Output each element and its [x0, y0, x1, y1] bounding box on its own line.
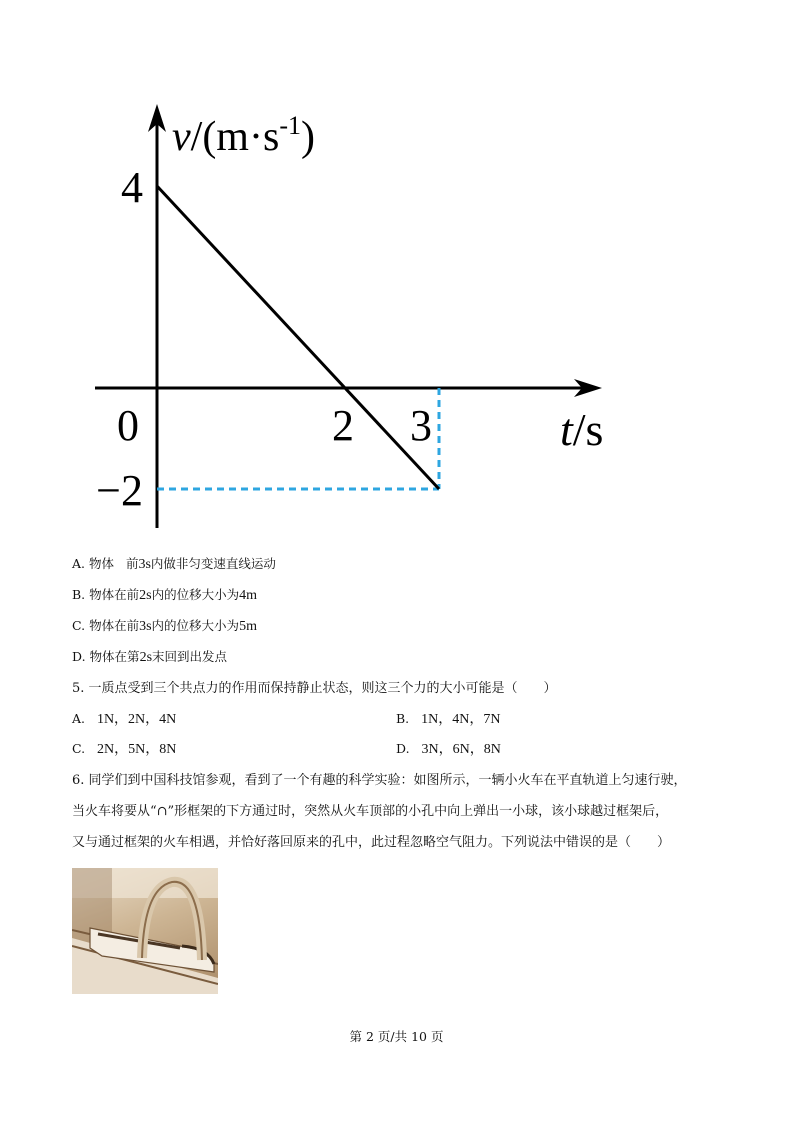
train-arch-illustration [72, 868, 218, 994]
x-axis-unit: /s [572, 404, 604, 455]
y-axis-label [172, 111, 315, 160]
x-tick-label: 3 [410, 401, 432, 450]
option-letter: D. [72, 649, 86, 664]
q5-choice-b[interactable] [396, 711, 500, 728]
y-tick-label: −2 [96, 466, 143, 515]
choice-letter: B. [396, 711, 410, 726]
question-6-line-1: 6. 同学们到中国科技馆参观，看到了一个有趣的科学实验：如图所示，一辆小火车在平直轨道上匀速行驶， [72, 773, 687, 788]
option-letter: B. [72, 587, 86, 602]
question-6-line-3: 又与通过框架的火车相遇，并恰好落回原来的孔中，此过程忽略空气阻力。下列说法中错误的是（ ） [72, 835, 671, 850]
x-tick-label: 2 [332, 401, 354, 450]
option-text: 内做非匀变速直线运动 [150, 556, 276, 571]
y-axis-var: v [172, 114, 191, 160]
option-d[interactable] [72, 649, 227, 666]
train-arch-photo [72, 868, 218, 994]
option-text: 物体在前 [89, 587, 140, 602]
option-text: 物体在第 [89, 649, 140, 664]
option-text: 前 [125, 556, 139, 571]
question-6-line-2: 当火车将要从“∩”形框架的下方通过时，突然从火车顶部的小孔中向上弹出一小球，该小球越过框架后， [72, 804, 669, 819]
choice-letter: C. [72, 741, 86, 756]
option-letter: A. [72, 556, 86, 571]
q5-choice-c[interactable] [72, 741, 176, 758]
velocity-time-graph [0, 0, 793, 540]
option-c[interactable] [72, 618, 257, 635]
option-a[interactable] [72, 556, 276, 573]
option-math: 5m [239, 619, 257, 634]
choice-letter: D. [396, 741, 410, 756]
page-footer: 第 2 页/共 10 页 [349, 1029, 444, 1044]
option-text: 物体在前 [89, 618, 140, 633]
origin-label: 0 [117, 401, 139, 450]
option-b[interactable] [72, 587, 257, 604]
option-math: 2s [139, 588, 152, 603]
option-math: 2s [139, 650, 153, 665]
q5-choice-d[interactable] [396, 741, 501, 758]
y-axis-unit: /(m·s [190, 114, 280, 160]
choice-text: 1N，4N，7N [421, 712, 501, 727]
y-axis-exp: -1 [279, 111, 301, 140]
option-text: 内的位移大小为 [151, 587, 240, 602]
x-axis-var: t [560, 404, 573, 455]
q5-choice-a[interactable] [72, 711, 176, 728]
option-text: 内的位移大小为 [151, 618, 240, 633]
choice-text: 1N，2N，4N [96, 712, 177, 727]
question-5-stem: 5. 一质点受到三个共点力的作用而保持静止状态，则这三个力的大小可能是（ ） [72, 681, 557, 696]
choice-text: 3N，6N，8N [421, 742, 501, 757]
x-axis-label [560, 404, 603, 455]
choice-text: 2N，5N，8N [97, 742, 177, 757]
option-text: 物体 [89, 556, 115, 571]
y-tick-label: 4 [121, 163, 143, 212]
choice-letter: A. [72, 711, 86, 726]
option-math: 3s [138, 557, 151, 572]
velocity-line [157, 186, 439, 489]
option-letter: C. [72, 618, 86, 633]
y-axis-close: ) [300, 114, 315, 160]
option-math: 3s [139, 619, 152, 634]
option-math: 4m [239, 588, 258, 603]
option-text: 末回到出发点 [152, 649, 228, 664]
